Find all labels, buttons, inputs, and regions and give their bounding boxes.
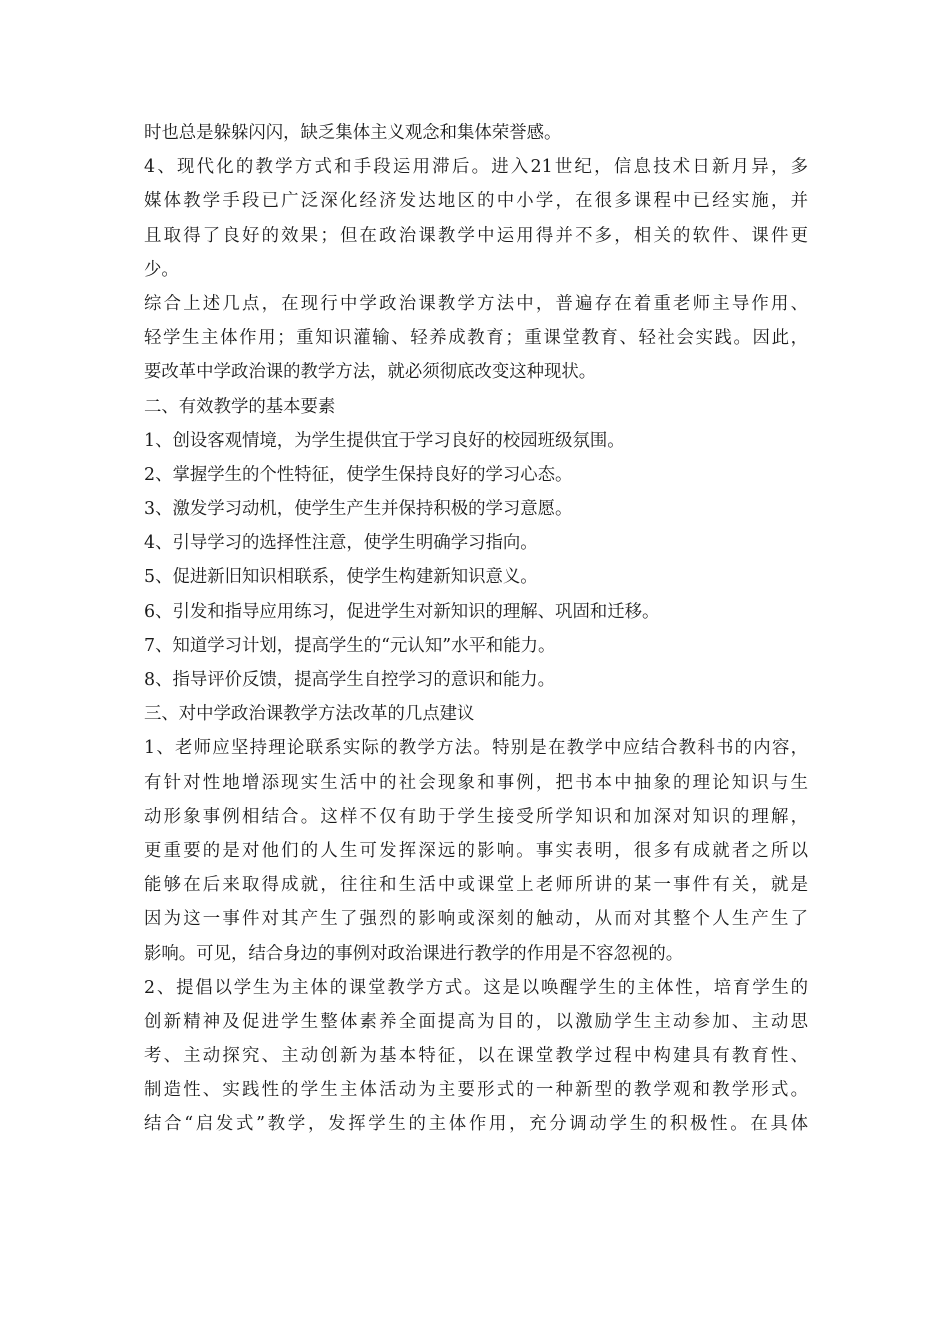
list-item-element-5 xyxy=(144,560,808,594)
text-line: 综合上述几点，在现行中学政治课教学方法中，普遍存在着重老师主导作用、 xyxy=(144,293,808,314)
list-item-element-2 xyxy=(144,458,808,492)
text-line: 要改革中学政治课的教学方法，就必须彻底改变这种现状。 xyxy=(144,362,597,383)
section-heading-suggestions xyxy=(144,697,808,731)
text-line: 能够在后来取得成就，往往和生活中或课堂上老师所讲的某一事件有关，就是 xyxy=(144,875,808,896)
paragraph-summary xyxy=(144,287,808,390)
list-item-element-4 xyxy=(144,526,808,560)
text-line: 4、现代化的教学方式和手段运用滞后。进入21世纪，信息技术日新月异，多 xyxy=(144,157,808,178)
text-line: 时也总是躲躲闪闪，缺乏集体主义观念和集体荣誉感。 xyxy=(144,123,562,143)
text-line: 考、主动探究、主动创新为基本特征，以在课堂教学过程中构建具有教育性、 xyxy=(144,1046,808,1067)
paragraph-suggestion-1 xyxy=(144,731,808,970)
text-line: 媒体教学手段已广泛深化经济发达地区的中小学，在很多课程中已经实施，并 xyxy=(144,191,808,212)
text-line: 且取得了良好的效果；但在政治课教学中运用得并不多，相关的软件、课件更 xyxy=(144,225,808,246)
text-line: 结合“启发式”教学，发挥学生的主体作用，充分调动学生的积极性。在具体 xyxy=(144,1114,808,1135)
text-line: 2、提倡以学生为主体的课堂教学方式。这是以唤醒学生的主体性，培育学生的 xyxy=(144,977,808,998)
text-line: 影响。可见，结合身边的事例对政治课进行教学的作用是不容忽视的。 xyxy=(144,943,684,964)
text-line: 因为这一事件对其产生了强烈的影响或深刻的触动，从而对其整个人生产生了 xyxy=(144,909,808,930)
text-line: 制造性、实践性的学生主体活动为主要形式的一种新型的教学观和教学形式。 xyxy=(144,1080,808,1101)
text-line: 更重要的是对他们的人生可发挥深远的影响。事实表明，很多有成就者之所以 xyxy=(144,840,808,861)
text-line: 8、指导评价反馈，提高学生自控学习的意识和能力。 xyxy=(144,670,556,690)
list-item-element-1 xyxy=(144,424,808,458)
heading-text: 三、对中学政治课教学方法改革的几点建议 xyxy=(144,704,475,725)
text-line: 3、激发学习动机，使学生产生并保持积极的学习意愿。 xyxy=(144,499,573,520)
list-item-element-6 xyxy=(144,595,808,629)
text-line: 有针对性地增添现实生活中的社会现象和事例，把书本中抽象的理论知识与生 xyxy=(144,772,808,793)
text-line: 1、老师应坚持理论联系实际的教学方法。特别是在教学中应结合教科书的内容， xyxy=(144,738,808,759)
heading-text: 二、有效教学的基本要素 xyxy=(144,396,336,417)
document-page xyxy=(144,116,808,1142)
text-line: 轻学生主体作用；重知识灌输、轻养成教育；重课堂教育、轻社会实践。因此， xyxy=(144,328,808,349)
list-item-element-3 xyxy=(144,492,808,526)
paragraph-item-4-modern-teaching xyxy=(144,150,808,287)
list-item-element-7 xyxy=(144,629,808,663)
text-line: 5、促进新旧知识相联系，使学生构建新知识意义。 xyxy=(144,567,538,588)
section-heading-effective-teaching xyxy=(144,390,808,424)
paragraph-suggestion-2 xyxy=(144,971,808,1142)
list-item-element-8 xyxy=(144,663,808,697)
text-line: 创新精神及促进学生整体素养全面提高为目的，以激励学生主动参加、主动思 xyxy=(144,1011,808,1032)
text-line: 少。 xyxy=(144,259,179,280)
text-line: 1、创设客观情境，为学生提供宜于学习良好的校园班级氛围。 xyxy=(144,430,625,451)
text-line: 7、知道学习计划，提高学生的“元认知”水平和能力。 xyxy=(144,635,556,656)
paragraph-continuation xyxy=(144,116,808,150)
text-line: 6、引发和指导应用练习，促进学生对新知识的理解、巩固和迁移。 xyxy=(144,601,660,622)
text-line: 2、掌握学生的个性特征，使学生保持良好的学习心态。 xyxy=(144,464,573,485)
text-line: 4、引导学习的选择性注意，使学生明确学习指向。 xyxy=(144,533,538,554)
text-line: 动形象事例相结合。这样不仅有助于学生接受所学知识和加深对知识的理解， xyxy=(144,806,808,827)
